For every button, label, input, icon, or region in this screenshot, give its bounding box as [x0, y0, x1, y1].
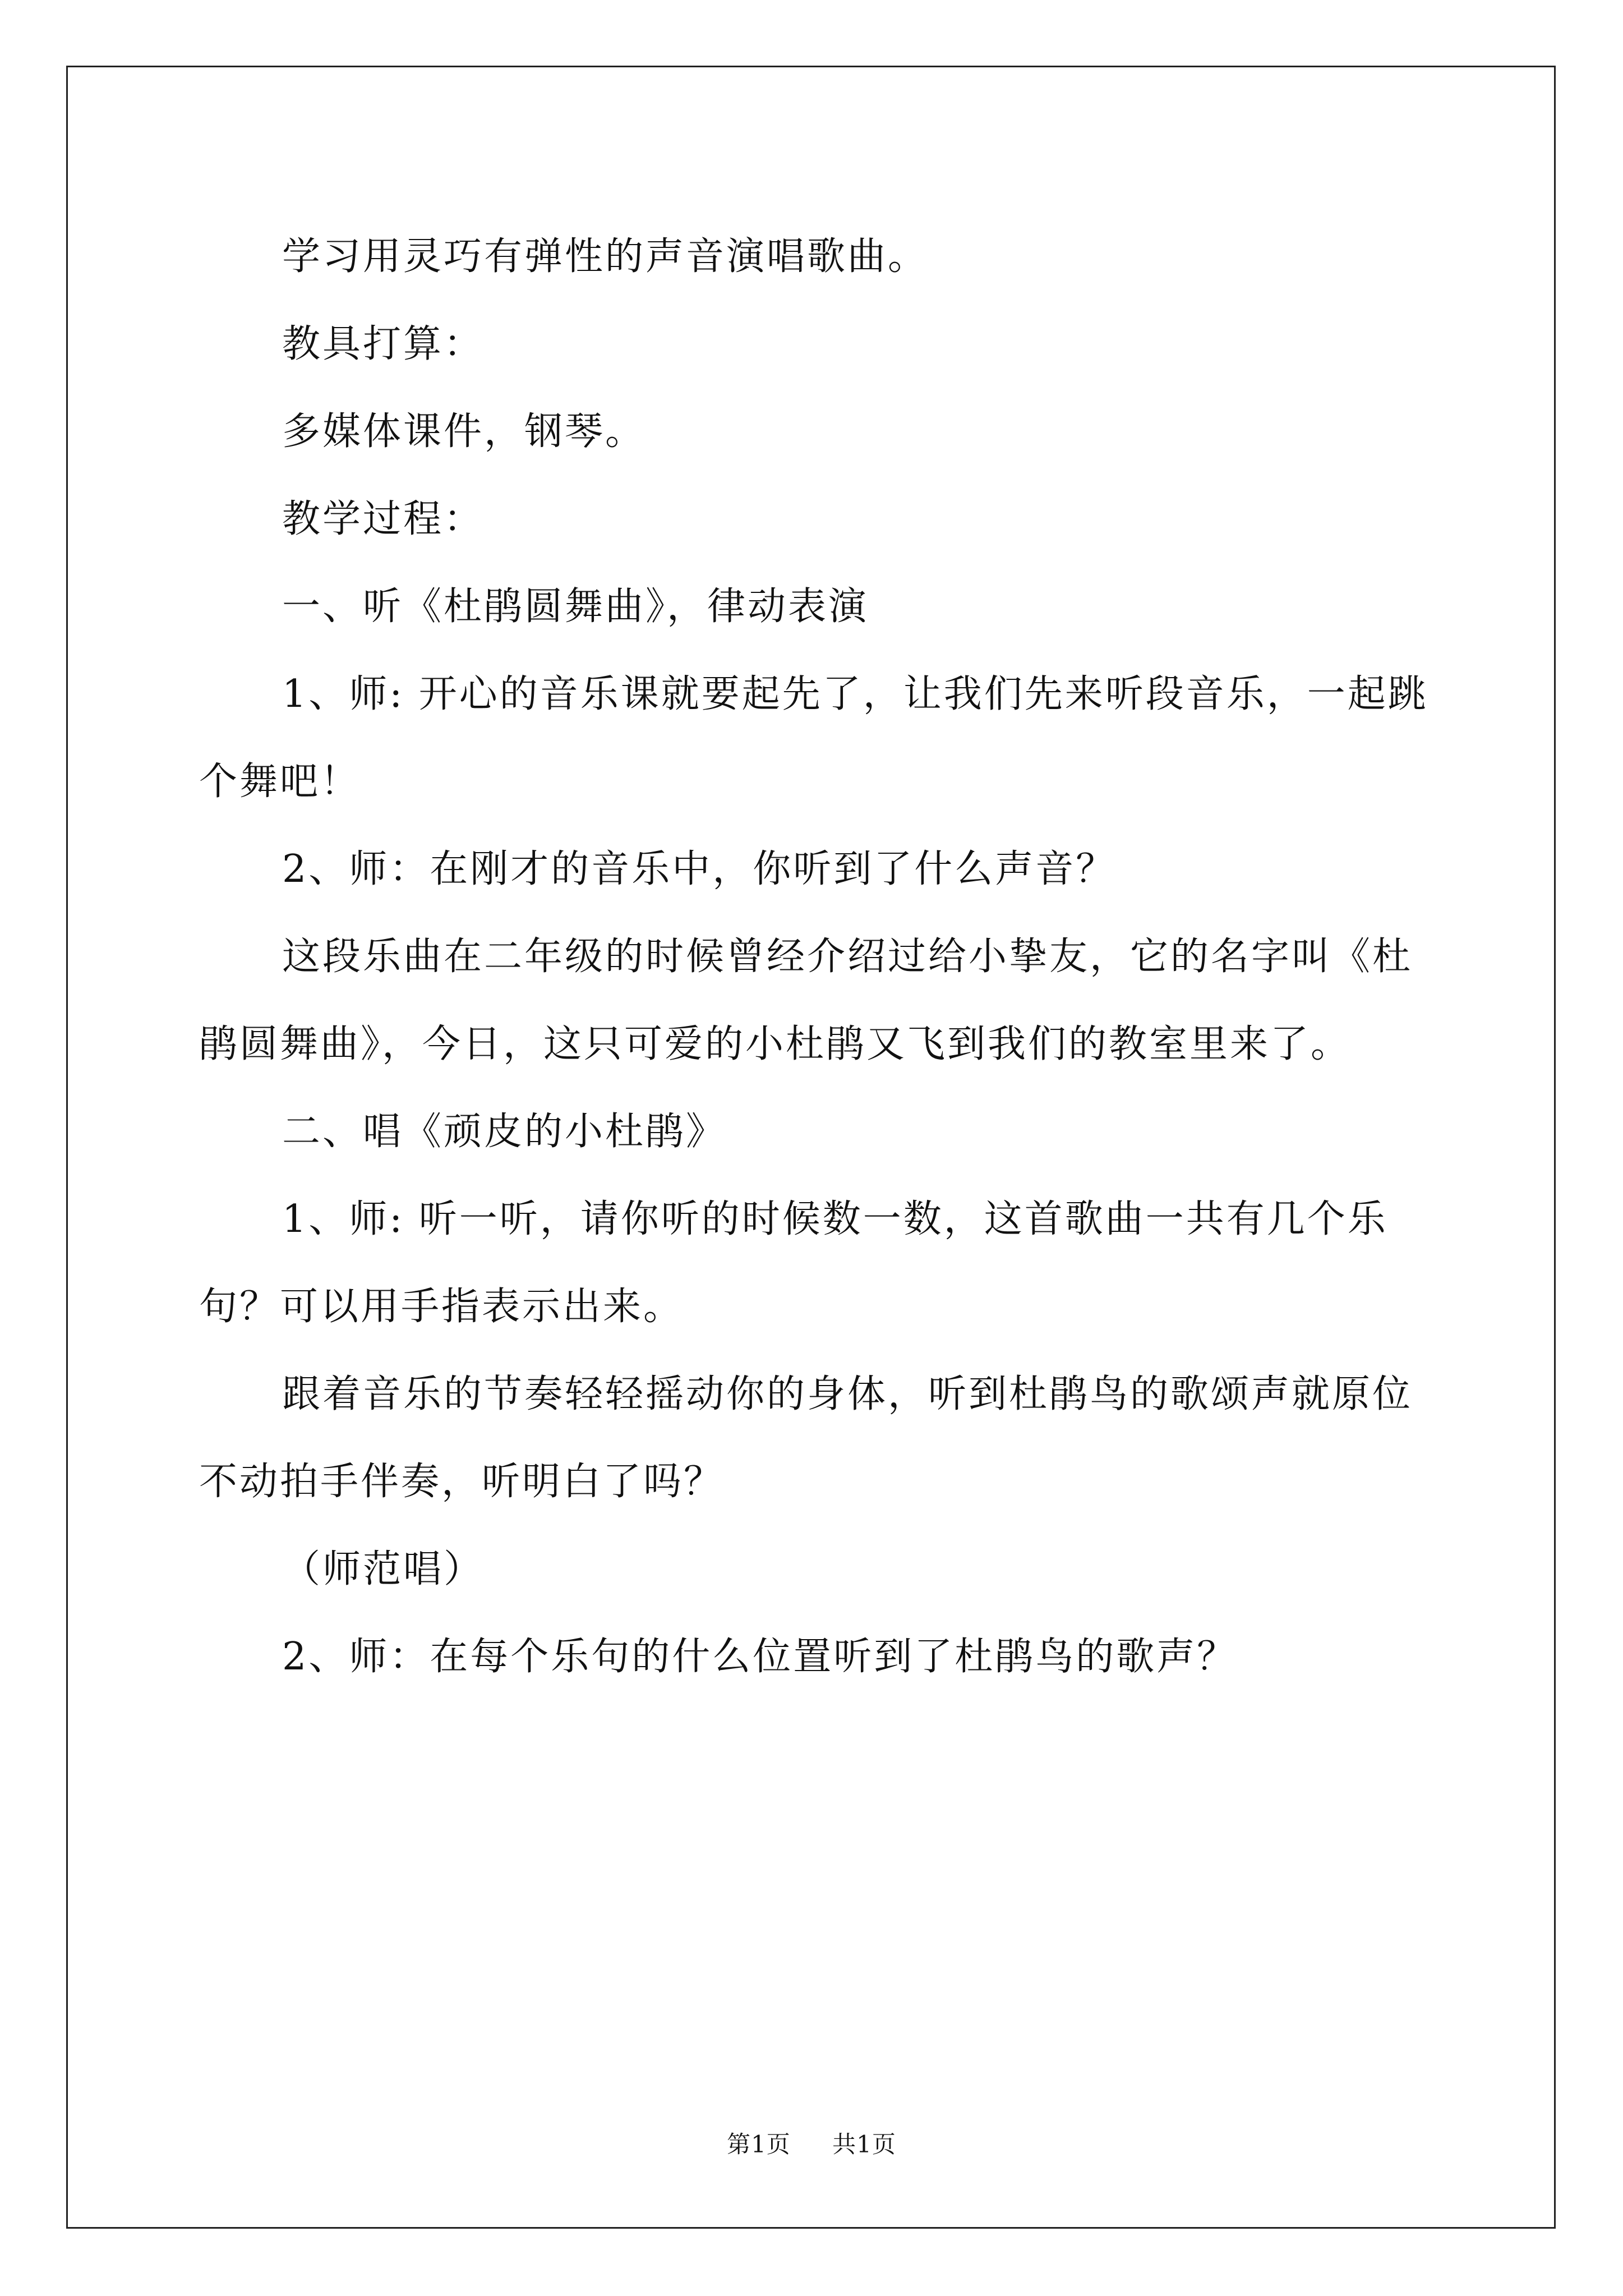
page-footer: [0, 2126, 1623, 2160]
paragraph: 二、唱《顽皮的小杜鹃》: [282, 1110, 727, 1154]
paragraph: （师范唱）: [282, 1547, 485, 1591]
paragraph: 跟着音乐的节奏轻轻摇动你的身体，听到杜鹃鸟的歌颂声就原位不动拍手伴奏，听明白了吗？: [199, 1372, 1413, 1504]
page-total: 共1页: [832, 2131, 896, 2158]
paragraph: 2、师：在每个乐句的什么位置听到了杜鹃鸟的歌声？: [282, 1635, 1238, 1679]
paragraph: 教具打算：: [282, 322, 485, 366]
paragraph: 学习用灵巧有弹性的声音演唱歌曲。: [282, 234, 929, 279]
page-number: 第1页: [727, 2131, 791, 2158]
paragraph: 2、师：在刚才的音乐中，你听到了什么声音？: [282, 847, 1117, 891]
paragraph: 教学过程：: [282, 497, 485, 541]
paragraph: 1、师: 开心的音乐课就要起先了，让我们先来听段音乐，一起跳个舞吧！: [199, 672, 1428, 804]
paragraph: 这段乐曲在二年级的时候曾经介绍过给小挚友，它的名字叫《杜鹃圆舞曲》，今日，这只可爱的小杜鹃又飞到我们的教室里来了。: [199, 935, 1413, 1066]
paragraph: 多媒体课件，钢琴。: [282, 409, 646, 454]
paragraph: 1、师: 听一听，请你听的时候数一数，这首歌曲一共有几个乐句？可以用手指表示出来。: [199, 1197, 1388, 1329]
document-body: [199, 213, 1433, 1701]
paragraph: 一、听《杜鹃圆舞曲》，律动表演: [282, 585, 869, 629]
